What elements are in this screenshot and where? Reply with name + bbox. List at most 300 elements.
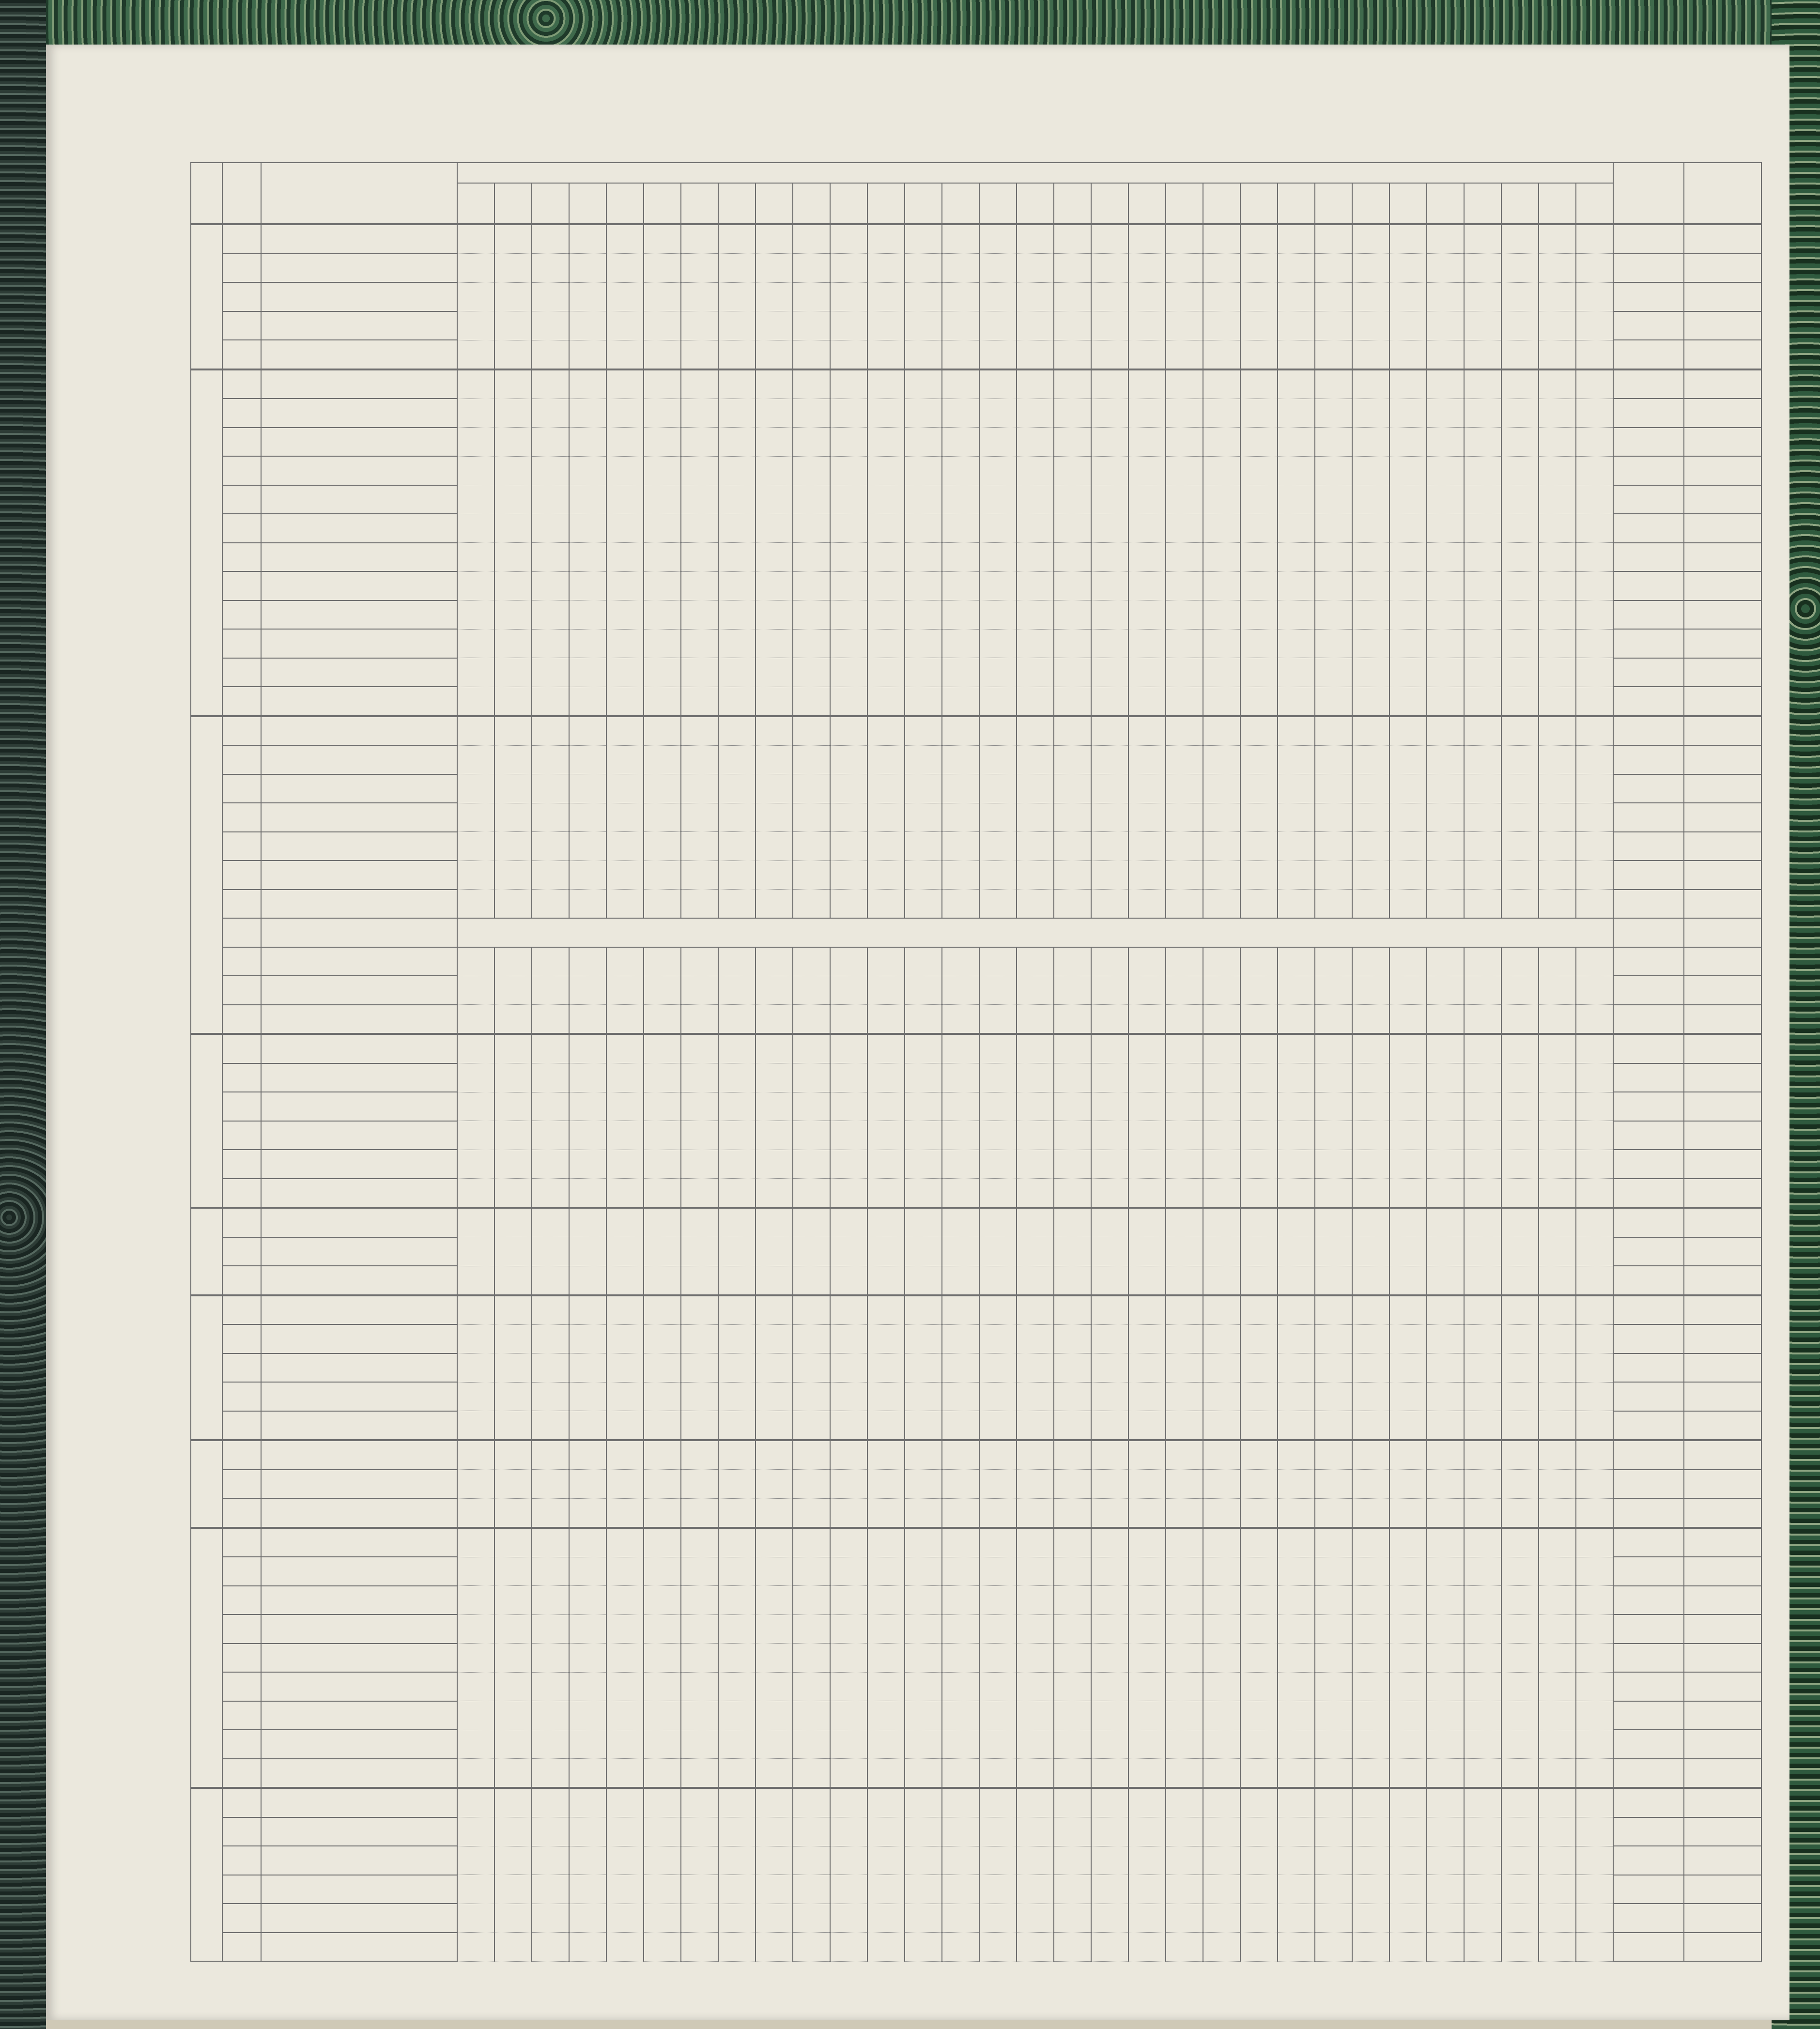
- day-value: [1166, 1875, 1203, 1904]
- station-number: [222, 1730, 261, 1759]
- monthly-mean: [1684, 629, 1761, 658]
- day-value: [1389, 1730, 1427, 1759]
- station-name: [261, 1440, 457, 1470]
- river-group-label: [191, 1528, 222, 1788]
- day-value: [830, 1644, 867, 1673]
- day-value: [1389, 1237, 1427, 1266]
- day-value: [942, 224, 979, 254]
- day-value: [1240, 1295, 1278, 1325]
- day-header: [1501, 183, 1539, 224]
- day-value: [1352, 687, 1389, 716]
- day-value: [979, 976, 1017, 1005]
- day-value: [1017, 1353, 1054, 1383]
- day-value: [1128, 1150, 1166, 1179]
- day-value: [1128, 947, 1166, 976]
- day-value: [1315, 1672, 1352, 1701]
- day-value: [606, 1644, 644, 1673]
- day-value: [1539, 1614, 1576, 1644]
- day-value: [1128, 1092, 1166, 1121]
- monthly-mean: [1684, 1672, 1761, 1701]
- day-value: [830, 1933, 867, 1962]
- day-value: [1539, 1063, 1576, 1092]
- day-value: [681, 428, 718, 457]
- day-value: [1539, 658, 1576, 687]
- station-name: [261, 428, 457, 457]
- day-value: [681, 1672, 718, 1701]
- day-value: [793, 629, 830, 658]
- day-value: [457, 1295, 494, 1325]
- station-number: [222, 687, 261, 716]
- day-value: [1389, 890, 1427, 919]
- day-value: [1203, 687, 1240, 716]
- day-value: [494, 803, 532, 832]
- station-name: [261, 1237, 457, 1266]
- day-value: [606, 1324, 644, 1353]
- monthly-sum: [1613, 1150, 1684, 1179]
- day-value: [793, 543, 830, 572]
- day-value: [1054, 716, 1091, 746]
- day-value: [1427, 1353, 1464, 1383]
- day-value: [1315, 571, 1352, 600]
- day-value: [830, 658, 867, 687]
- day-value: [1464, 1817, 1501, 1846]
- day-value: [644, 1846, 681, 1875]
- day-value: [644, 600, 681, 630]
- day-value: [532, 340, 569, 369]
- day-value: [1091, 571, 1128, 600]
- station-number: [222, 571, 261, 600]
- day-value: [1389, 1353, 1427, 1383]
- day-value: [1091, 1179, 1128, 1208]
- day-value: [1501, 716, 1539, 746]
- day-value: [1576, 658, 1613, 687]
- day-value: [1240, 1470, 1278, 1499]
- day-value: [718, 1150, 756, 1179]
- day-value: [1091, 311, 1128, 340]
- day-value: [681, 514, 718, 543]
- day-value: [756, 687, 793, 716]
- day-value: [1427, 1846, 1464, 1875]
- monthly-mean: [1684, 428, 1761, 457]
- day-value: [606, 514, 644, 543]
- day-value: [494, 1528, 532, 1557]
- day-value: [830, 1730, 867, 1759]
- station-name: [261, 803, 457, 832]
- day-value: [1427, 369, 1464, 399]
- table-row: [191, 369, 1761, 399]
- day-value: [1576, 456, 1613, 485]
- day-value: [681, 1266, 718, 1295]
- day-value: [1315, 947, 1352, 976]
- day-value: [942, 1644, 979, 1673]
- day-value: [1203, 947, 1240, 976]
- day-value: [1389, 1266, 1427, 1295]
- day-value: [1091, 1730, 1128, 1759]
- day-value: [1389, 1557, 1427, 1586]
- day-value: [1464, 571, 1501, 600]
- day-value: [457, 1730, 494, 1759]
- day-value: [756, 1528, 793, 1557]
- station-name: [261, 1846, 457, 1875]
- day-value: [1054, 976, 1091, 1005]
- day-value: [606, 976, 644, 1005]
- day-value: [606, 1440, 644, 1470]
- day-value: [1017, 658, 1054, 687]
- day-value: [718, 832, 756, 861]
- day-value: [1315, 1904, 1352, 1933]
- day-value: [1539, 1644, 1576, 1673]
- day-value: [681, 745, 718, 774]
- day-value: [606, 485, 644, 514]
- day-value: [457, 571, 494, 600]
- day-value: [1091, 1817, 1128, 1846]
- monthly-mean: [1684, 716, 1761, 746]
- day-value: [1389, 1672, 1427, 1701]
- day-value: [1166, 947, 1203, 976]
- day-value: [1203, 1817, 1240, 1846]
- monthly-mean: [1684, 1150, 1761, 1179]
- book-edge-top: [0, 0, 1820, 46]
- day-value: [979, 311, 1017, 340]
- day-value: [606, 311, 644, 340]
- day-value: [1389, 1759, 1427, 1788]
- day-value: [606, 1672, 644, 1701]
- day-value: [1352, 1382, 1389, 1411]
- day-value: [1240, 1846, 1278, 1875]
- day-value: [606, 1411, 644, 1441]
- day-value: [793, 1528, 830, 1557]
- monthly-mean: [1684, 224, 1761, 254]
- day-value: [830, 1557, 867, 1586]
- day-value: [1240, 1759, 1278, 1788]
- monthly-mean: [1684, 1324, 1761, 1353]
- day-value: [1315, 254, 1352, 283]
- day-value: [606, 1295, 644, 1325]
- day-value: [905, 1817, 942, 1846]
- day-value: [606, 254, 644, 283]
- day-value: [457, 340, 494, 369]
- day-value: [905, 1614, 942, 1644]
- day-value: [532, 485, 569, 514]
- day-value: [494, 1295, 532, 1325]
- day-value: [1539, 1150, 1576, 1179]
- monthly-mean: [1684, 1034, 1761, 1063]
- day-value: [1501, 514, 1539, 543]
- day-value: [681, 224, 718, 254]
- day-value: [979, 600, 1017, 630]
- day-value: [1278, 1759, 1315, 1788]
- day-value: [606, 716, 644, 746]
- day-value: [830, 745, 867, 774]
- day-value: [1576, 1063, 1613, 1092]
- day-value: [942, 1440, 979, 1470]
- day-value: [569, 1817, 606, 1846]
- day-value: [1389, 600, 1427, 630]
- day-value: [1315, 1528, 1352, 1557]
- day-value: [644, 254, 681, 283]
- day-value: [867, 1237, 905, 1266]
- day-value: [1128, 803, 1166, 832]
- day-value: [718, 1470, 756, 1499]
- day-value: [1278, 485, 1315, 514]
- day-value: [644, 1586, 681, 1615]
- day-value: [1352, 745, 1389, 774]
- day-value: [1203, 1208, 1240, 1237]
- day-value: [793, 1382, 830, 1411]
- day-value: [756, 1295, 793, 1325]
- day-value: [1352, 658, 1389, 687]
- table-row: [191, 1005, 1761, 1034]
- day-value: [1166, 687, 1203, 716]
- day-value: [718, 571, 756, 600]
- monthly-mean: [1684, 1644, 1761, 1673]
- day-value: [1278, 1353, 1315, 1383]
- day-value: [681, 1875, 718, 1904]
- day-value: [1203, 1150, 1240, 1179]
- day-value: [569, 1266, 606, 1295]
- day-value: [718, 1759, 756, 1788]
- day-value: [1054, 1382, 1091, 1411]
- day-value: [1539, 543, 1576, 572]
- day-value: [942, 1759, 979, 1788]
- day-value: [942, 1470, 979, 1499]
- day-value: [942, 1701, 979, 1730]
- day-value: [1539, 224, 1576, 254]
- day-value: [457, 428, 494, 457]
- day-value: [532, 687, 569, 716]
- day-value: [1352, 1759, 1389, 1788]
- day-value: [569, 1237, 606, 1266]
- monthly-sum: [1613, 832, 1684, 861]
- day-value: [905, 1586, 942, 1615]
- day-value: [1017, 543, 1054, 572]
- day-value: [1166, 1034, 1203, 1063]
- day-value: [718, 543, 756, 572]
- day-value: [1315, 1788, 1352, 1817]
- day-value: [905, 774, 942, 803]
- day-value: [905, 1121, 942, 1150]
- station-number: [222, 1092, 261, 1121]
- day-value: [1315, 485, 1352, 514]
- monthly-mean: [1684, 832, 1761, 861]
- day-value: [830, 369, 867, 399]
- day-value: [1128, 1817, 1166, 1846]
- day-value: [942, 1092, 979, 1121]
- day-value: [681, 1614, 718, 1644]
- day-value: [867, 1759, 905, 1788]
- day-value: [756, 1788, 793, 1817]
- day-value: [532, 571, 569, 600]
- day-value: [1427, 1324, 1464, 1353]
- day-value: [1054, 1701, 1091, 1730]
- day-value: [1054, 745, 1091, 774]
- monthly-sum: [1613, 1295, 1684, 1325]
- day-value: [942, 1875, 979, 1904]
- day-value: [942, 1295, 979, 1325]
- day-value: [905, 1353, 942, 1383]
- day-value: [1054, 369, 1091, 399]
- day-value: [1203, 1266, 1240, 1295]
- day-value: [905, 1440, 942, 1470]
- day-value: [756, 1759, 793, 1788]
- day-value: [1576, 1817, 1613, 1846]
- day-value: [606, 1557, 644, 1586]
- day-value: [1128, 687, 1166, 716]
- day-value: [1352, 1324, 1389, 1353]
- station-name: [261, 947, 457, 976]
- day-value: [681, 1324, 718, 1353]
- day-value: [1427, 1005, 1464, 1034]
- day-value: [606, 1498, 644, 1528]
- day-value: [1389, 456, 1427, 485]
- day-value: [1539, 890, 1576, 919]
- day-value: [494, 1644, 532, 1673]
- day-value: [1315, 658, 1352, 687]
- day-value: [1389, 687, 1427, 716]
- day-value: [1427, 803, 1464, 832]
- day-value: [1539, 485, 1576, 514]
- day-value: [1427, 1586, 1464, 1615]
- day-header: [979, 183, 1017, 224]
- day-value: [1240, 1034, 1278, 1063]
- day-value: [532, 1528, 569, 1557]
- day-value: [1166, 803, 1203, 832]
- day-value: [1166, 1557, 1203, 1586]
- day-value: [1054, 1614, 1091, 1644]
- day-value: [1464, 890, 1501, 919]
- day-value: [1464, 1034, 1501, 1063]
- day-value: [1539, 571, 1576, 600]
- station-number: [222, 976, 261, 1005]
- day-value: [867, 1034, 905, 1063]
- day-value: [606, 1846, 644, 1875]
- day-value: [494, 456, 532, 485]
- day-value: [1427, 311, 1464, 340]
- monthly-mean: [1684, 1382, 1761, 1411]
- day-value: [1278, 1382, 1315, 1411]
- day-value: [1352, 1266, 1389, 1295]
- day-value: [1576, 1208, 1613, 1237]
- day-value: [681, 803, 718, 832]
- day-value: [905, 716, 942, 746]
- day-value: [1054, 1092, 1091, 1121]
- day-value: [1352, 1701, 1389, 1730]
- day-value: [718, 658, 756, 687]
- day-value: [756, 1237, 793, 1266]
- day-value: [1091, 1470, 1128, 1499]
- day-value: [718, 1121, 756, 1150]
- day-value: [1240, 716, 1278, 746]
- day-value: [793, 976, 830, 1005]
- day-value: [1464, 1528, 1501, 1557]
- station-number: [222, 803, 261, 832]
- day-value: [494, 224, 532, 254]
- day-value: [569, 369, 606, 399]
- station-number: [222, 1875, 261, 1904]
- day-value: [1240, 1644, 1278, 1673]
- day-value: [494, 976, 532, 1005]
- day-value: [1166, 282, 1203, 311]
- station-name: [261, 716, 457, 746]
- day-value: [1017, 1295, 1054, 1325]
- day-value: [979, 1528, 1017, 1557]
- day-value: [457, 1005, 494, 1034]
- day-value: [1166, 514, 1203, 543]
- day-value: [1389, 1121, 1427, 1150]
- day-value: [867, 543, 905, 572]
- day-value: [457, 890, 494, 919]
- monthly-mean: [1684, 1557, 1761, 1586]
- day-value: [681, 687, 718, 716]
- day-value: [457, 399, 494, 428]
- day-value: [1501, 1528, 1539, 1557]
- day-value: [830, 1498, 867, 1528]
- day-value: [1128, 745, 1166, 774]
- table-row: [191, 1730, 1761, 1759]
- station-number: [222, 1063, 261, 1092]
- day-value: [905, 1933, 942, 1962]
- day-value: [979, 1121, 1017, 1150]
- day-value: [1539, 1353, 1576, 1383]
- table-row: [191, 485, 1761, 514]
- day-value: [1464, 1644, 1501, 1673]
- day-value: [793, 1759, 830, 1788]
- day-value: [1464, 1470, 1501, 1499]
- day-value: [1501, 1498, 1539, 1528]
- day-value: [1539, 687, 1576, 716]
- day-value: [644, 1150, 681, 1179]
- day-value: [867, 1179, 905, 1208]
- monthly-sum: [1613, 282, 1684, 311]
- day-value: [867, 1266, 905, 1295]
- day-value: [1091, 224, 1128, 254]
- station-name: [261, 1586, 457, 1615]
- day-value: [569, 340, 606, 369]
- day-value: [942, 571, 979, 600]
- monthly-sum: [1613, 1528, 1684, 1557]
- day-value: [494, 428, 532, 457]
- monthly-sum: [1613, 890, 1684, 919]
- day-value: [1278, 1295, 1315, 1325]
- day-value: [1576, 1672, 1613, 1701]
- day-value: [905, 340, 942, 369]
- day-value: [532, 832, 569, 861]
- day-value: [718, 1092, 756, 1121]
- day-value: [830, 832, 867, 861]
- day-value: [644, 1295, 681, 1325]
- day-value: [1352, 1498, 1389, 1528]
- day-value: [1389, 1904, 1427, 1933]
- day-value: [867, 1933, 905, 1962]
- day-value: [1539, 1121, 1576, 1150]
- day-value: [905, 369, 942, 399]
- day-value: [1539, 774, 1576, 803]
- river-group-label: [191, 716, 222, 1034]
- station-name: [261, 1788, 457, 1817]
- day-value: [532, 1034, 569, 1063]
- day-value: [1203, 1237, 1240, 1266]
- day-value: [681, 1846, 718, 1875]
- day-value: [1352, 774, 1389, 803]
- day-value: [1315, 1470, 1352, 1499]
- day-value: [1352, 1150, 1389, 1179]
- day-value: [756, 1701, 793, 1730]
- day-value: [1091, 1701, 1128, 1730]
- station-number: [222, 1557, 261, 1586]
- monthly-mean: [1684, 571, 1761, 600]
- day-value: [569, 1933, 606, 1962]
- day-value: [494, 1557, 532, 1586]
